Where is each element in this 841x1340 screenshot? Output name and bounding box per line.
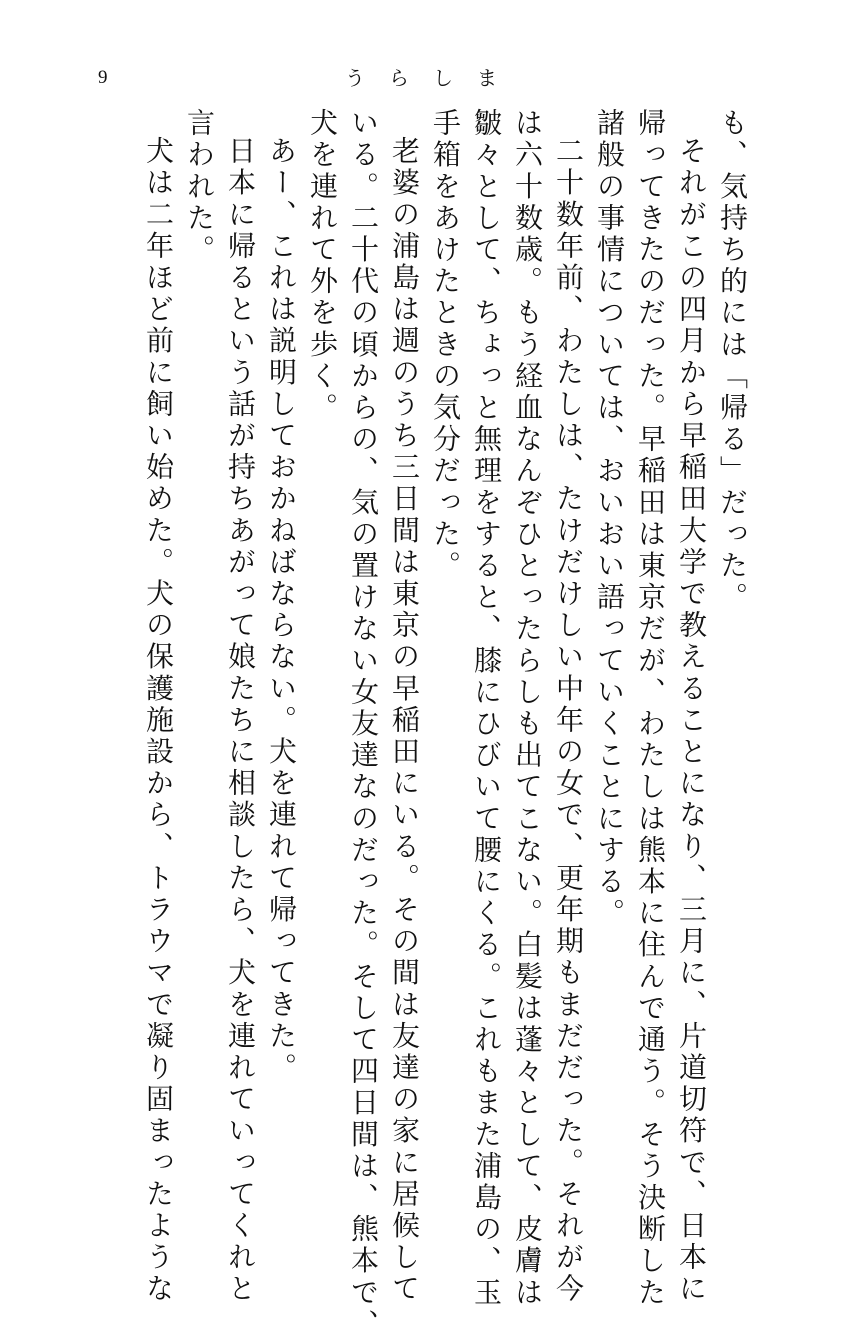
body-line-15: 犬は二年ほど前に飼い始めた。犬の保護施設から、トラウマで凝り固まったような [142,136,175,1306]
body-line-14: 言われた。 [183,108,216,266]
page-number: 9 [98,67,108,88]
body-line-4: 諸般の事情については、おいおい語っていくことにする。 [593,108,626,930]
body-line-12: あー、これは説明しておかねばならない。犬を連れて帰ってきた。 [265,136,298,1084]
body-line-1: も、気持ち的には「帰る」だった。 [716,108,749,614]
body-line-9: 老婆の浦島は週のうち三日間は東京の早稲田にいる。その間は友達の家に居候して [388,136,421,1306]
body-line-2: それがこの四月から早稲田大学で教えることになり、三月に、片道切符で、日本に [675,136,708,1306]
body-line-10: いる。二十代の頃からの、気の置けない女友達なのだった。そして四日間は、熊本で、 [347,108,380,1340]
body-line-3: 帰ってきたのだった。早稲田は東京だが、わたしは熊本に住んで通う。そう決断した [634,108,667,1309]
body-line-7: 皺々として、ちょっと無理をすると、膝にひびいて腰にくる。これもまた浦島の、玉 [470,108,503,1309]
running-title: うらしま [345,66,521,90]
body-line-5: 二十数年前、わたしは、たけだけしい中年の女で、更年期もまだだった。それが今 [552,136,585,1306]
body-line-13: 日本に帰るという話が持ちあがって娘たちに相談したら、犬を連れていってくれと [224,136,257,1306]
body-line-6: は六十数歳。もう経血なんぞひとったらしも出てこない。白髪は蓬々として、皮膚は [511,108,544,1309]
body-line-8: 手箱をあけたときの気分だった。 [429,108,462,582]
body-line-11: 犬を連れて外を歩く。 [306,108,339,424]
vertical-body-text [73,108,753,1340]
